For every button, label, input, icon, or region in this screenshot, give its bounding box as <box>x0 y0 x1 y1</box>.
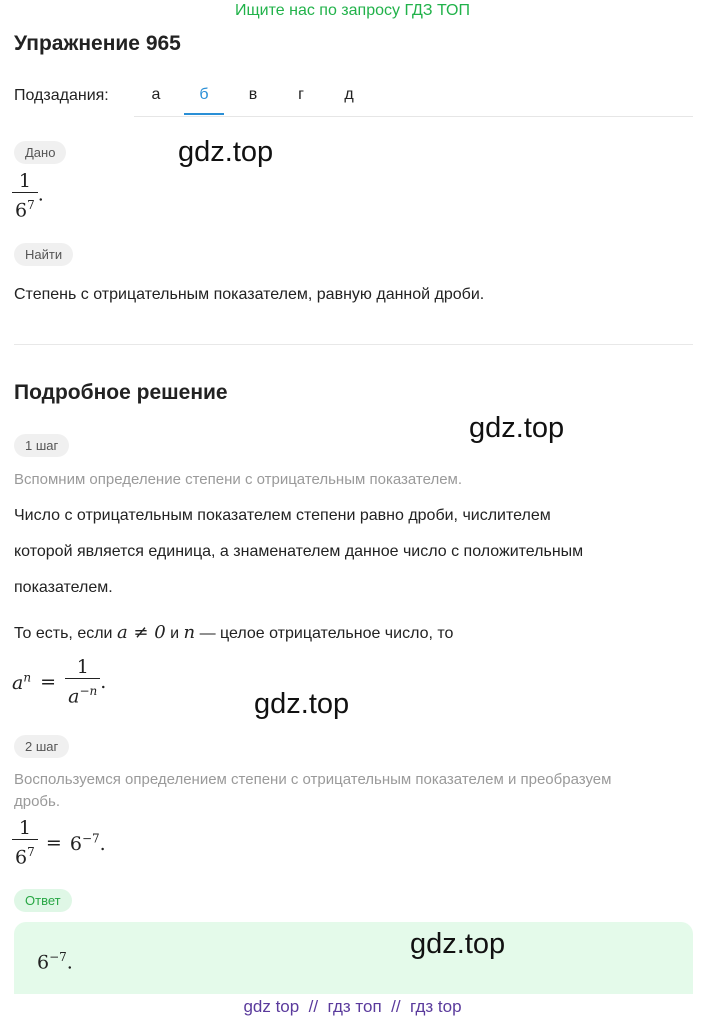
page-title: Упражнение 965 <box>14 32 181 55</box>
watermark: gdz.top <box>178 136 274 168</box>
section-divider <box>14 344 693 345</box>
watermark: gdz.top <box>469 412 565 444</box>
find-text: Степень с отрицательным показателем, равную данной дроби. <box>14 286 485 303</box>
step1-hint: Вспомним определение степени с отрицательным показателем. <box>14 471 463 488</box>
tab-d[interactable]: д <box>344 86 354 103</box>
given-denominator: $6^7$ <box>12 192 38 222</box>
step1-line3: показателем. <box>14 579 113 596</box>
step1-chip: 1 шаг <box>14 434 69 457</box>
step2-hint-line1: Воспользуемся определением степени с отрицательным показателем и преобразуем <box>14 771 612 788</box>
active-tab-indicator <box>184 113 224 115</box>
footer-links: gdz top // гдз топ // гдз top <box>243 997 462 1016</box>
step1-formula: $a^n$ = $\frac{1}{a^{-n}}$ . <box>12 656 107 708</box>
promo-banner: Ищите нас по запросу ГДЗ ТОП <box>235 2 470 19</box>
given-fraction: $\frac{1}{6^7}$ . <box>12 170 44 222</box>
given-numerator: 1 <box>18 170 31 192</box>
step2-hint-line2: дробь. <box>14 793 61 810</box>
answer-box <box>14 922 693 994</box>
solution-heading: Подробное решение <box>14 381 228 404</box>
watermark: gdz.top <box>410 928 506 960</box>
subtasks-label: Подзадания: <box>14 87 109 104</box>
find-chip: Найти <box>14 243 73 266</box>
step1-condition: То есть, если a ≠ 0 и n — целое отрицательное число, то <box>14 622 454 643</box>
tab-b[interactable]: б <box>199 86 209 103</box>
tab-g[interactable]: г <box>298 86 304 103</box>
step1-line1: Число с отрицательным показателем степени равно дроби, числителем <box>14 507 551 524</box>
step1-line2: которой является единица, а знаменателем данное число с положительным <box>14 543 584 560</box>
tab-v[interactable]: в <box>248 86 258 103</box>
answer-chip: Ответ <box>14 889 72 912</box>
subtasks-tabs <box>134 76 693 117</box>
given-chip: Дано <box>14 141 66 164</box>
watermark: gdz.top <box>254 688 350 720</box>
tab-a[interactable]: а <box>151 86 161 103</box>
answer-value: $6^{-7}$. <box>37 950 73 974</box>
step2-formula: $\frac{1}{6^7}$ = $6^{-7}$. <box>12 817 106 869</box>
step2-chip: 2 шаг <box>14 735 69 758</box>
